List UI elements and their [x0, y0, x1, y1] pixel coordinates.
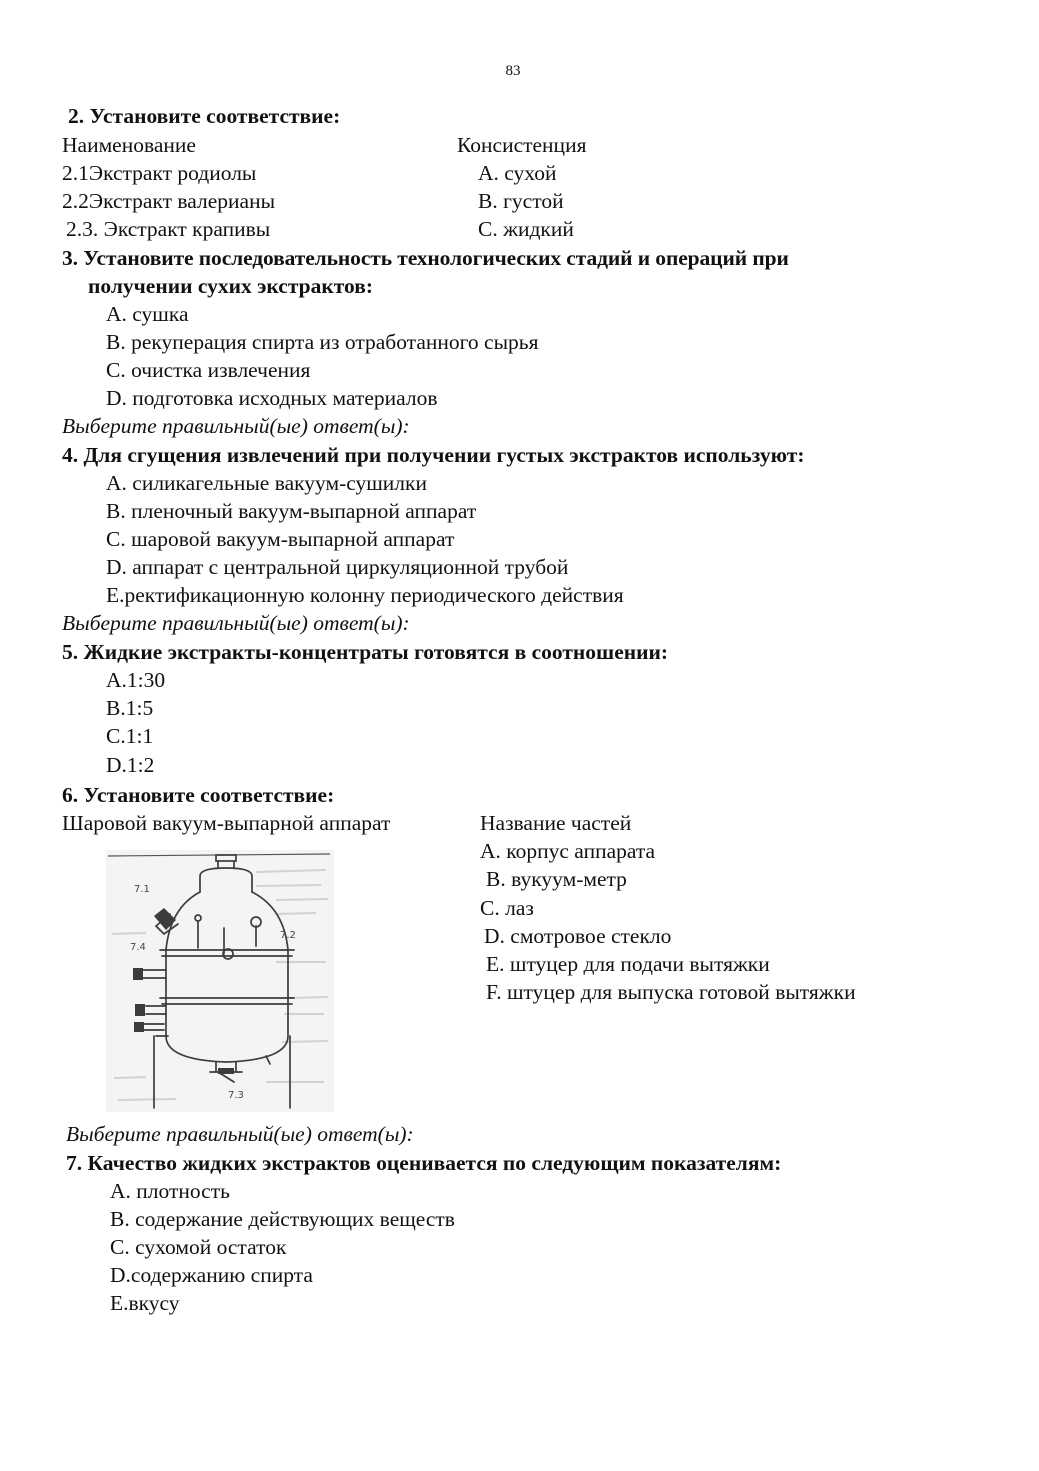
q3-option: С. очистка извлечения: [106, 358, 311, 382]
q5-option: А.1:30: [106, 668, 166, 692]
question-3-title-cont: получении сухих экстрактов:: [88, 274, 374, 298]
question-7-title: 7. Качество жидких экстрактов оценивается по следующим показателям:: [66, 1151, 782, 1175]
q6-part: А. корпус аппарата: [480, 839, 656, 863]
q7-option: Е.вкусу: [110, 1291, 180, 1315]
answer-instruction: Выберите правильный(ые) ответ(ы):: [62, 414, 410, 438]
q6-left-header: Шаровой вакуум-выпарной аппарат: [62, 811, 391, 835]
q4-option: Е.ректификационную колонну периодического действия: [106, 583, 624, 607]
q2-left-item: 2.2Экстракт валерианы: [62, 189, 276, 213]
q3-option: D. подготовка исходных материалов: [106, 386, 438, 410]
q6-right-header: Название частей: [480, 811, 632, 835]
q4-option: С. шаровой вакуум-выпарной аппарат: [106, 527, 455, 551]
figure-label: 7.3: [228, 1090, 244, 1101]
answer-instruction: Выберите правильный(ые) ответ(ы):: [62, 611, 410, 635]
question-4-title: 4. Для сгущения извлечений при получении густых экстрактов используют:: [62, 443, 805, 467]
figure-label: 7.1: [134, 884, 150, 895]
answer-instruction: Выберите правильный(ые) ответ(ы):: [66, 1122, 414, 1146]
q4-option: А. силикагельные вакуум-сушилки: [106, 471, 427, 495]
q7-option: D.содержанию спирта: [110, 1263, 313, 1287]
question-6-title: 6. Установите соответствие:: [62, 783, 335, 807]
q4-option: В. пленочный вакуум-выпарной аппарат: [106, 499, 477, 523]
page-number: 83: [505, 63, 521, 79]
q6-part: D. смотровое стекло: [484, 924, 672, 948]
question-2-title: 2. Установите соответствие:: [68, 104, 341, 128]
q5-option: D.1:2: [106, 753, 155, 777]
q2-left-item: 2.3. Экстракт крапивы: [66, 217, 271, 241]
q2-right-item: В. густой: [478, 189, 564, 213]
q6-part: В. вукуум-метр: [486, 867, 627, 891]
evaporator-diagram: [106, 850, 334, 1112]
q4-option: D. аппарат с центральной циркуляционной трубой: [106, 555, 569, 579]
question-5-title: 5. Жидкие экстракты-концентраты готовятся в соотношении:: [62, 640, 669, 664]
q3-option: В. рекуперация спирта из отработанного сырья: [106, 330, 539, 354]
q6-part: F. штуцер для выпуска готовой вытяжки: [486, 980, 856, 1004]
q7-option: В. содержание действующих веществ: [110, 1207, 455, 1231]
figure-label: 7.2: [280, 930, 296, 941]
q6-part: С. лаз: [480, 896, 534, 920]
q2-right-header: Консистенция: [457, 133, 587, 157]
q5-option: В.1:5: [106, 696, 154, 720]
q2-left-item: 2.1Экстракт родиолы: [62, 161, 257, 185]
q3-option: А. сушка: [106, 302, 189, 326]
figure-label: 7.4: [130, 942, 146, 953]
question-3-title: 3. Установите последовательность технологических стадий и операций при: [62, 246, 789, 270]
q2-left-header: Наименование: [62, 133, 196, 157]
q2-right-item: А. сухой: [478, 161, 557, 185]
q6-part: Е. штуцер для подачи вытяжки: [486, 952, 770, 976]
q5-option: С.1:1: [106, 724, 154, 748]
q7-option: А. плотность: [110, 1179, 230, 1203]
q7-option: С. сухомой остаток: [110, 1235, 287, 1259]
q2-right-item: С. жидкий: [478, 217, 574, 241]
